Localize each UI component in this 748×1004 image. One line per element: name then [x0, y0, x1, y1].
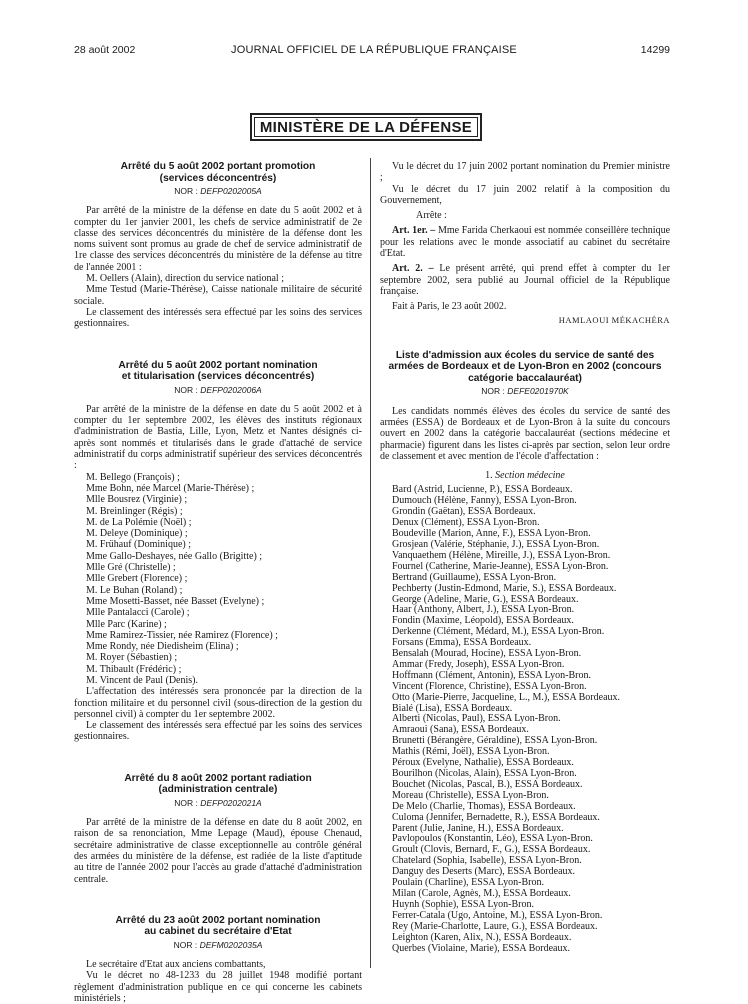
nor-code: DEFE0201970K [507, 386, 569, 397]
right-column [380, 161, 670, 954]
list-item: Mlle Grebert (Florence) ; [86, 573, 188, 585]
list-item: Bouchet (Nicolas, Pascal, B.), ESSA Bordeaux. [392, 778, 583, 790]
list-item: Moreau (Christelle), ESSA Lyon-Bron. [392, 789, 549, 801]
nor-code: DEFP0202006A [200, 384, 262, 395]
signing-place-date: Fait à Paris, le 23 août 2002. [392, 301, 507, 313]
list-item: Pavlopoulos (Konstantin, Léo), ESSA Lyon-Bron. [392, 833, 593, 845]
left-column [74, 161, 362, 1004]
list-item: Amraoui (Sana), ESSA Bordeaux. [392, 724, 529, 736]
name-list [74, 472, 362, 687]
article-nomination-cabinet-continued [380, 161, 670, 326]
article-radiation [74, 773, 362, 885]
article-title-line: Arrêté du 23 août 2002 portant nomination [115, 914, 321, 926]
article-title-line: catégorie baccalauréat) [468, 372, 582, 384]
list-item: Grondin (Gaëtan), ESSA Bordeaux. [392, 506, 536, 518]
header-page-number: 14299 [640, 44, 670, 56]
list-item: Mme Gallo-Deshayes, née Gallo (Brigitte) ; [86, 550, 263, 562]
nor-reference [380, 386, 670, 397]
list-item: Vincent (Florence, Christine), ESSA Lyon-Bron. [392, 680, 587, 692]
list-item: M. Le Buhan (Roland) ; [86, 584, 183, 596]
list-item: M. Thibault (Frédéric) ; [86, 663, 182, 675]
nor-code: DEFP0202005A [200, 186, 262, 196]
list-item: Mlle Bousrez (Virginie) ; [86, 494, 188, 506]
list-item: Otto (Marie-Pierre, Jacqueline, L., M.), ESSA Bordeaux. [392, 691, 621, 703]
list-item: Brunetti (Bérangère, Géraldine), ESSA Lyon-Bron. [392, 735, 598, 747]
list-item: Danguy des Deserts (Marc), ESSA Bordeaux. [392, 866, 576, 878]
article-title-line: et titularisation (services déconcentrés) [121, 371, 315, 383]
article-title [74, 915, 362, 938]
list-item: Mlle Gré (Christelle) ; [86, 562, 176, 574]
article-promotion [74, 161, 362, 330]
paragraph: Vu le décret no 48-1233 du 28 juillet 1948 modifié portant règlement d'administration publique en ce qui concerne les cabinets ministériels ; [74, 970, 362, 1004]
nor-reference [74, 940, 362, 951]
paragraph: Vu le décret du 17 juin 2002 relatif à la composition du Gouvernement, [380, 183, 670, 206]
paragraph: M. Oellers (Alain), direction du service national ; [86, 273, 284, 285]
article-title [74, 161, 362, 184]
nor-label: NOR : [174, 384, 198, 395]
paragraph: Les candidats nommés élèves des écoles du service de santé des armées (ESSA) de Bordeaux et de Lyon-Bron à la suite du concours ouvert en 2002 dans la catégorie baccalauréat (sections médecine et pharmacie) figurent dans les listes ci-après par section, selon leur ordre de classement et avec mention de l'école d'affectation : [380, 405, 670, 462]
paragraph: L'affectation des intéressés sera prononcée par la direction de la fonction militaire et du personnel civil (sous-direction de la gestion du personnel civil) à compter du 1er septembre 2002. [74, 686, 362, 720]
list-item: Poulain (Charline), ESSA Lyon-Bron. [392, 877, 544, 889]
list-item: Rey (Marie-Charlotte, Laure, G.), ESSA Bordeaux. [392, 920, 598, 932]
list-item: Denux (Clément), ESSA Lyon-Bron. [392, 517, 540, 529]
article-title-line: Arrêté du 8 août 2002 portant radiation [124, 772, 312, 784]
list-item: Parent (Julie, Janine, H.), ESSA Bordeaux. [392, 822, 564, 834]
list-item: Péroux (Evelyne, Nathalie), ESSA Bordeaux. [392, 757, 574, 769]
list-item: Bensalah (Mourad, Hocine), ESSA Lyon-Bron. [392, 648, 582, 660]
list-item: Bialé (Lisa), ESSA Bordeaux. [392, 702, 513, 714]
list-item: Mathis (Rémi, Joël), ESSA Lyon-Bron. [392, 746, 550, 758]
article-text: Le présent arrêté, qui prend effet à compter du 1er septembre 2002, sera publié au Journal officiel de la République française. [380, 263, 670, 297]
list-item: Leighton (Karen, Alix, N.), ESSA Bordeaux. [392, 931, 572, 943]
list-item: M. Royer (Sébastien) ; [86, 652, 178, 664]
list-item: Milan (Carole, Agnès, M.), ESSA Bordeaux. [392, 887, 571, 899]
list-item: Bertrand (Guillaume), ESSA Lyon-Bron. [392, 571, 557, 583]
list-item: M. Frühauf (Dominique) ; [86, 539, 191, 551]
list-item: M. de La Polémie (Noël) ; [86, 516, 192, 528]
list-item: Grosjean (Valérie, Stéphanie, J.), ESSA Lyon-Bron. [392, 538, 600, 550]
article-title [74, 773, 362, 796]
article-2 [380, 263, 670, 297]
list-item: Mme Bohn, née Marcel (Marie-Thérèse) ; [86, 482, 255, 494]
header-title: JOURNAL OFFICIEL DE LA RÉPUBLIQUE FRANÇAISE [231, 44, 517, 56]
list-item: Hoffmann (Clément, Antonin), ESSA Lyon-Bron. [392, 669, 591, 681]
list-item: Haar (Anthony, Albert, J.), ESSA Lyon-Bron. [392, 604, 575, 616]
list-item: Bourilhon (Nicolas, Alain), ESSA Lyon-Bron. [392, 768, 577, 779]
article-nomination-titularisation [74, 360, 362, 743]
ministry-title-box [250, 113, 482, 141]
nor-label: NOR : [174, 797, 198, 808]
list-item: George (Adeline, Marie, G.), ESSA Bordeaux. [392, 593, 579, 605]
list-item: Pechberty (Justin-Edmond, Marie, S.), ESSA Bordeaux. [392, 582, 617, 594]
article-title-line: Arrêté du 5 août 2002 portant nomination [118, 359, 318, 371]
paragraph: Mme Testud (Marie-Thérèse), Caisse nationale militaire de sécurité sociale. [74, 284, 362, 307]
list-item: Dumouch (Hélène, Fanny), ESSA Lyon-Bron. [392, 495, 577, 507]
article-title-line: (services déconcentrés) [159, 172, 277, 184]
article-label: Art. 2. – [392, 263, 434, 275]
list-item: Chatelard (Sophia, Isabelle), ESSA Lyon-Bron. [392, 855, 582, 867]
article-title [74, 360, 362, 383]
column-divider [370, 158, 371, 968]
nor-label: NOR : [173, 939, 198, 950]
list-item: M. Deleye (Dominique) ; [86, 528, 188, 540]
list-item: Derkenne (Clément, Médard, M.), ESSA Lyon-Bron. [392, 626, 605, 638]
paragraph: Par arrêté de la ministre de la défense en date du 5 août 2002 et à compter du 1er janvier 2001, les chefs de service administratif de 2e classe des services déconcentrés du ministère de la défense dont les noms suivent sont promus au grade de chef de service administratif de 1re classe des services déconcentrés du ministère de la défense au titre de l'année 2001 : [74, 205, 362, 273]
article-title-line: Liste d'admission aux écoles du service de santé des [395, 349, 655, 361]
paragraph: Le classement des intéressés sera effectué par les soins des services gestionnaires. [74, 306, 362, 330]
section-title: Section médecine [495, 470, 565, 482]
list-item: Ferrer-Catala (Ugo, Antoine, M.), ESSA Lyon-Bron. [392, 909, 603, 921]
list-item: Mlle Pantalacci (Carole) ; [86, 607, 190, 619]
admission-list [380, 485, 670, 954]
article-nomination-cabinet [74, 915, 362, 1004]
paragraph: Par arrêté de la ministre de la défense en date du 5 août 2002 et à compter du 1er septembre 2002, les élèves des instituts régionaux d'administration de Bastia, Lille, Lyon, Metz et Nantes désignés ci-après sont nommés et titularisés dans le grade d'attaché de service administratif du corps administratif supérieur des services déconcentrés : [74, 403, 362, 472]
list-item: Mme Mosetti-Basset, née Basset (Evelyne) ; [86, 595, 265, 607]
list-item: Fondin (Maxime, Léopold), ESSA Bordeaux. [392, 615, 574, 627]
article-label: Art. 1er. – [392, 225, 436, 237]
signature: HAMLAOUI MÉKACHÉRA [558, 314, 670, 325]
paragraph: Vu le décret du 17 juin 2002 portant nomination du Premier ministre ; [380, 161, 670, 184]
nor-reference [74, 798, 362, 809]
nor-reference [74, 186, 362, 197]
list-item: Querbes (Violaine, Marie), ESSA Bordeaux. [392, 942, 570, 954]
list-item: M. Bellego (François) ; [86, 471, 180, 483]
article-title-line: (administration centrale) [158, 784, 278, 796]
article-title-line: armées de Bordeaux et de Lyon-Bron en 2002 (concours [388, 361, 662, 373]
list-item: Vanquaethem (Hélène, Mireille, J.), ESSA Lyon-Bron. [392, 549, 611, 561]
list-item: Boudeville (Marion, Anne, F.), ESSA Lyon-Bron. [392, 528, 591, 540]
nor-code: DEFM0202035A [199, 939, 263, 950]
ministry-title: MINISTÈRE DE LA DÉFENSE [254, 117, 478, 137]
paragraph: Le secrétaire d'Etat aux anciens combattants, [86, 959, 266, 971]
article-title-line: Arrêté du 5 août 2002 portant promotion [120, 161, 316, 172]
paragraph: Par arrêté de la ministre de la défense en date du 8 août 2002, en raison de sa renonciation, Mme Lepage (Maud), épouse Chenaud, secrétaire administrative de classe exceptionnelle au contrôle général des armées du ministère de la défense, est radiée de la liste d'aptitude au titre de l'année 2002 pour l'accès au grade d'attaché d'administration centrale. [74, 817, 362, 885]
list-item: Forsans (Emma), ESSA Bordeaux. [392, 637, 532, 649]
article-title-line: au cabinet du secrétaire d'Etat [144, 926, 292, 938]
nor-code: DEFP0202021A [200, 797, 262, 808]
article-text: Mme Farida Cherkaoui est nommée conseillère technique pour les relations avec le monde associatif au cabinet du secrétaire d'Etat. [380, 225, 671, 260]
arrete-heading: Arrête : [416, 210, 447, 222]
article-1 [380, 225, 670, 259]
article-title [380, 350, 670, 385]
list-item: Ammar (Fredy, Joseph), ESSA Lyon-Bron. [392, 658, 565, 670]
list-item: Culoma (Jennifer, Bernadette, R.), ESSA Bordeaux. [392, 811, 600, 823]
nor-label: NOR : [481, 386, 505, 397]
section-number: 1. [485, 470, 493, 482]
list-item: Groult (Clovis, Bernard, F., G.), ESSA Bordeaux. [392, 844, 591, 856]
list-item: Fournel (Catherine, Marie-Jeanne), ESSA Lyon-Bron. [392, 560, 609, 572]
list-item: M. Breinlinger (Régis) ; [86, 505, 183, 517]
list-item: Mme Ramirez-Tissier, née Ramirez (Florence) ; [86, 629, 278, 641]
article-admission-list [380, 350, 670, 955]
section-heading [380, 470, 670, 481]
list-item: De Melo (Charlie, Thomas), ESSA Bordeaux. [392, 800, 576, 812]
nor-reference [74, 385, 362, 396]
list-item: Mlle Parc (Karine) ; [86, 618, 167, 630]
list-item: Alberti (Nicolas, Paul), ESSA Lyon-Bron. [392, 713, 561, 725]
list-item: Bard (Astrid, Lucienne, P.), ESSA Bordeaux. [392, 484, 573, 496]
nor-label: NOR : [174, 186, 198, 196]
paragraph: Le classement des intéressés sera effectué par les soins des services gestionnaires. [74, 720, 362, 743]
list-item: Huynh (Sophie), ESSA Lyon-Bron. [392, 898, 534, 910]
list-item: M. Vincent de Paul (Denis). [86, 674, 198, 686]
header-date: 28 août 2002 [74, 44, 136, 56]
list-item: Mme Rondy, née Diedisheim (Elina) ; [86, 641, 239, 653]
